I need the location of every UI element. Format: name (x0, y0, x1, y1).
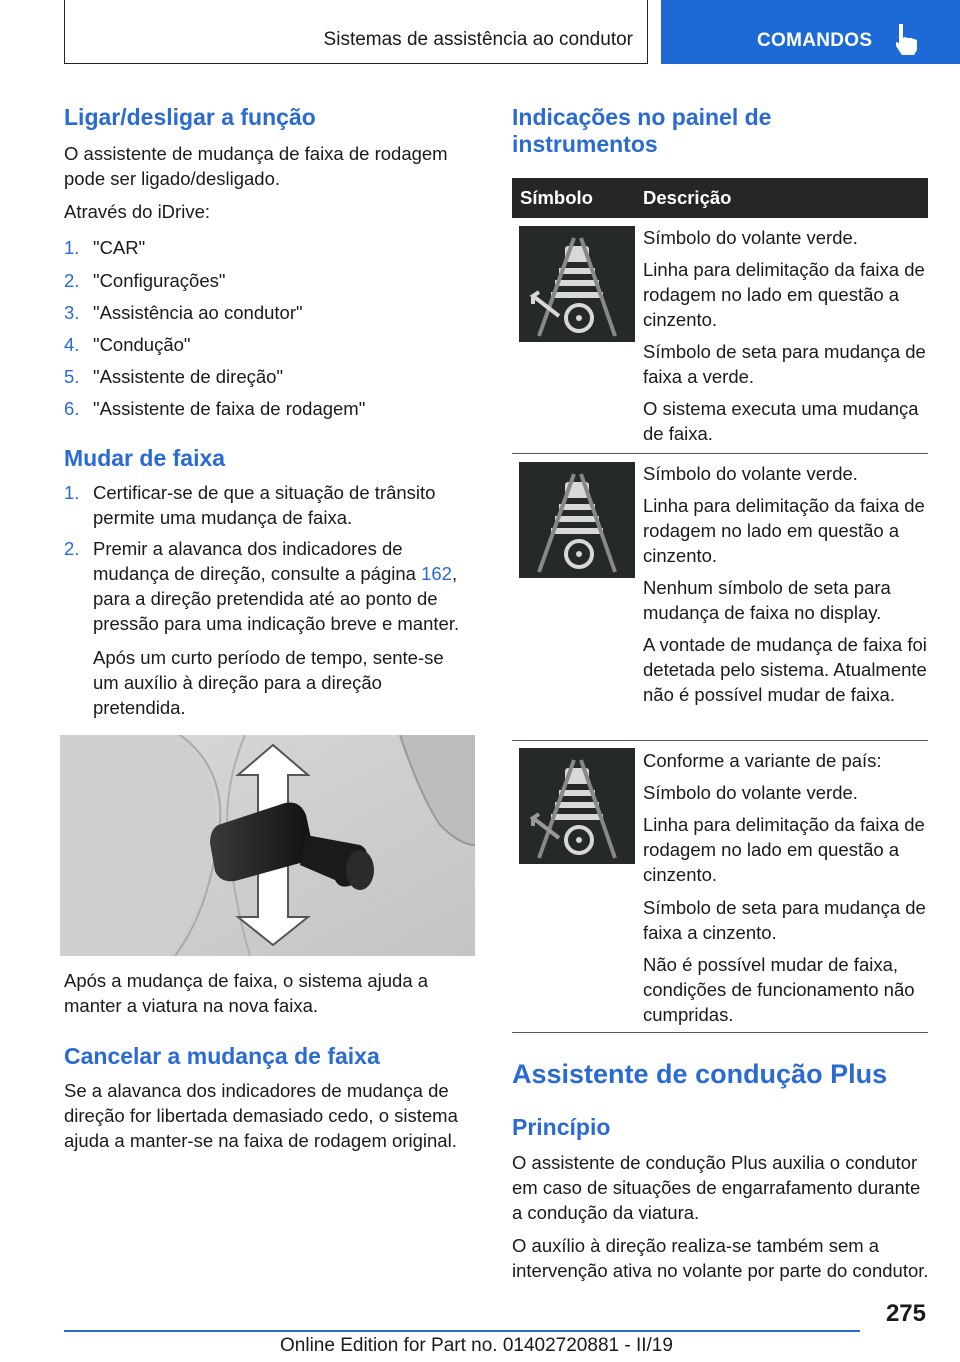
heading-cancelar: Cancelar a mudança de faixa (64, 1043, 380, 1069)
step-text: Premir a alavanca dos indicadores de mudança de direção, consulte a página 162, para a direção pretendida até ao ponto de pressão para uma indicação breve e manter. (93, 538, 460, 634)
table-row-divider (512, 1032, 928, 1033)
paragraph-note: Após um curto período de tempo, sente-se um auxílio à direção para a direção pretendida. (93, 647, 444, 718)
table-row-divider (512, 453, 928, 454)
step-number: 2. (64, 270, 80, 291)
table-row-divider (512, 740, 928, 741)
paragraph-principle-1: O assistente de condução Plus auxilia o condutor em caso de situações de engarrafamento durante a condução da viatura. (512, 1152, 921, 1223)
step-text: "Assistente de faixa de rodagem" (93, 398, 366, 419)
paragraph-principle-2: O auxílio à direção realiza-se também sem a intervenção ativa no volante por parte do condutor. (512, 1235, 929, 1281)
step-number: 5. (64, 366, 80, 387)
row-2-line-4: A vontade de mudança de faixa foi detetada pelo sistema. Atualmente não é possível mudar de faixa. (643, 634, 927, 705)
step-number: 6. (64, 398, 80, 419)
turn-signal-lever-illustration (60, 735, 475, 956)
heading-ligar-desligar: Ligar/desligar a função (64, 104, 316, 130)
step-text: "Assistente de direção" (93, 366, 284, 387)
edition-note: Online Edition for Part no. 01402720881 - II/19 (280, 1335, 673, 1356)
section-title: Sistemas de assistência ao condutor (323, 29, 633, 50)
paragraph-cancel: Se a alavanca dos indicadores de mudança de direção for libertada demasiado cedo, o sistema ajuda a manter-se na faixa de rodagem original. (64, 1080, 458, 1151)
page-number: 275 (885, 1300, 926, 1327)
row-1-line-4: O sistema executa uma mudança de faixa. (643, 398, 919, 444)
step-number: 3. (64, 302, 80, 323)
tab-comandos[interactable] (661, 0, 960, 64)
header-title-box (64, 0, 648, 64)
step-text: "CAR" (93, 237, 146, 258)
heading-indicacoes: Indicações no painel de instrumentos (512, 104, 772, 157)
lane-assist-steering-wheel-icon (519, 462, 635, 578)
heading-principio: Princípio (512, 1114, 611, 1140)
heading-assistente-plus: Assistente de condução Plus (512, 1059, 888, 1089)
step-number: 1. (64, 482, 80, 503)
paragraph-after-change: Após a mudança de faixa, o sistema ajuda a manter a viatura na nova faixa. (64, 970, 429, 1016)
page-link[interactable]: 162 (421, 563, 452, 584)
row-3-line-5: Não é possível mudar de faixa, condições de funcionamento não cumpridas. (643, 954, 915, 1025)
column-header-description: Descrição (643, 187, 732, 208)
step-text: "Configurações" (93, 270, 226, 291)
row-3-line-1: Conforme a variante de país: (643, 750, 882, 771)
row-1-line-2: Linha para delimitação da faixa de rodagem no lado em questão a cinzento. (643, 259, 925, 330)
step-text: "Condução" (93, 334, 191, 355)
row-2-line-3: Nenhum símbolo de seta para mudança de faixa no display. (643, 577, 891, 623)
tab-label: COMANDOS (757, 30, 873, 51)
paragraph-intro: O assistente de mudança de faixa de rodagem pode ser ligado/desligado. (64, 143, 448, 189)
row-2-line-1: Símbolo do volante verde. (643, 463, 858, 484)
step-text: Certificar-se de que a situação de trânsito permite uma mudança de faixa. (93, 482, 436, 528)
column-header-symbol: Símbolo (520, 187, 593, 208)
row-3-line-3: Linha para delimitação da faixa de rodagem no lado em questão a cinzento. (643, 814, 925, 885)
row-1-line-3: Símbolo de seta para mudança de faixa a verde. (643, 341, 926, 387)
lane-change-left-green-arrow-icon (519, 226, 635, 342)
footer-divider (64, 1330, 860, 1332)
heading-mudar-de-faixa: Mudar de faixa (64, 445, 226, 471)
pointing-hand-icon (895, 22, 921, 56)
table-header (512, 178, 928, 218)
step-text: "Assistência ao condutor" (93, 302, 303, 323)
row-3-line-2: Símbolo do volante verde. (643, 782, 858, 803)
row-3-line-4: Símbolo de seta para mudança de faixa a cinzento. (643, 897, 926, 943)
row-1-line-1: Símbolo do volante verde. (643, 227, 858, 248)
row-2-line-2: Linha para delimitação da faixa de rodagem no lado em questão a cinzento. (643, 495, 925, 566)
lane-change-left-grey-arrow-icon (519, 748, 635, 864)
step-number: 4. (64, 334, 80, 355)
step-number: 2. (64, 538, 80, 559)
paragraph-idrive: Através do iDrive: (64, 201, 210, 222)
step-number: 1. (64, 237, 80, 258)
